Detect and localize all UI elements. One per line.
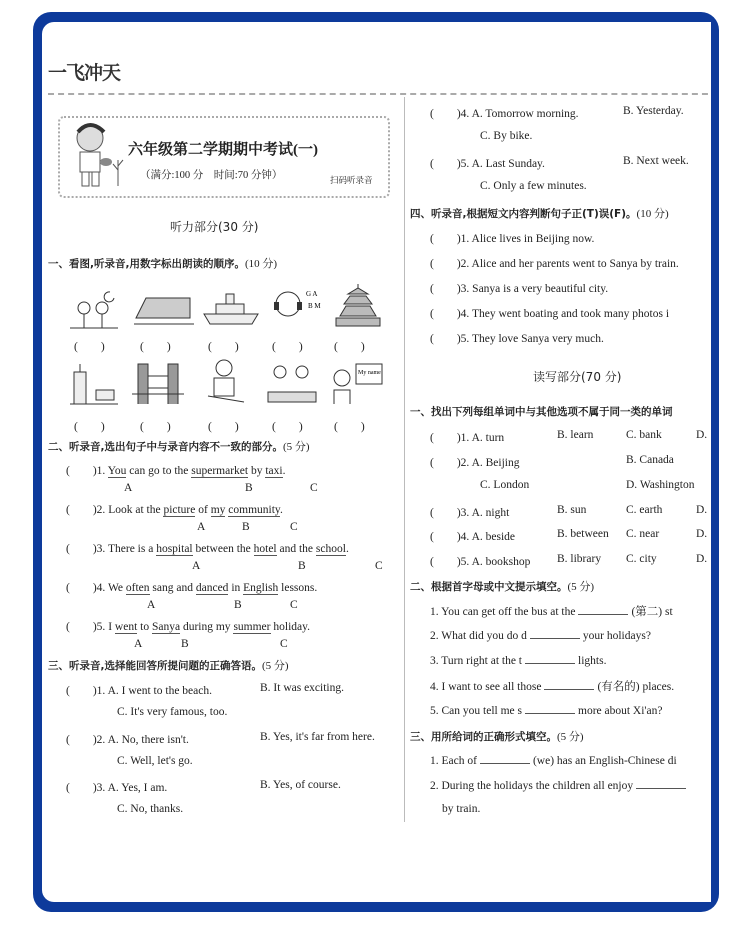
blank-field[interactable]: [530, 628, 580, 639]
blank-field[interactable]: [525, 703, 575, 714]
option-d: D.: [696, 429, 708, 441]
listening-q1-title: 一、看图,听录音,用数字标出朗读的顺序。(10 分): [48, 258, 278, 270]
listening-section-title: 听力部分(30 分): [170, 220, 259, 234]
question-row: ( )4. They went boating and took many photos i: [430, 308, 670, 320]
column-divider: [404, 97, 405, 822]
listening-q2-title: 二、听录音,选出句子中与录音内容不一致的部分。(5 分): [48, 441, 310, 453]
option-letter: A: [124, 482, 133, 494]
question-row: ( )4. We often sang and danced in English lessons.: [66, 582, 318, 594]
option-b: B. Canada: [626, 454, 674, 466]
option-letter: C: [290, 521, 298, 533]
answer-paren: ( ): [74, 341, 105, 353]
option-letter: C: [310, 482, 318, 494]
listening-q4-title: 四、听录音,根据短文内容判断句子正(T)误(F)。(10 分): [410, 208, 669, 220]
answer-paren: ( ): [140, 341, 171, 353]
option-d: D. Washington: [626, 479, 695, 491]
rw-q2-title: 二、根据首字母或中文提示填空。(5 分): [410, 581, 595, 593]
option-b: B. library: [557, 553, 602, 565]
question-row: ( )3. A. Yes, I am.: [66, 782, 168, 794]
fill-blank-row: 2. During the holidays the children all enjoy: [430, 778, 689, 792]
option-b: B. Yes, of course.: [260, 779, 341, 791]
option-letter: C: [280, 638, 288, 650]
option-letter: C: [290, 599, 298, 611]
blank-field[interactable]: [636, 778, 686, 789]
question-row: ( )2. A. Beijing: [430, 457, 520, 469]
question-row: ( )5. I went to Sanya during my summer holiday.: [66, 621, 310, 633]
listening-q3-title: 三、听录音,选择能回答所提问题的正确答语。(5 分): [48, 660, 289, 672]
option-b: B. Next week.: [623, 155, 689, 167]
option-b: B. It was exciting.: [260, 682, 344, 694]
option-letter: A: [192, 560, 201, 572]
fill-blank-row: 4. I want to see all those (有名的) places.: [430, 681, 675, 693]
boy-name-sign-picture: [328, 358, 384, 408]
dashed-divider: [48, 93, 711, 95]
svg-text:G A: G A: [306, 290, 318, 298]
fill-blank-row: 2. What did you do d your holidays?: [430, 630, 651, 642]
question-row: ( )2. A. No, there isn't.: [66, 734, 189, 746]
option-c: C. earth: [626, 504, 663, 516]
option-c: C. No, thanks.: [117, 803, 184, 815]
street-scene-picture: [66, 360, 122, 410]
question-row: ( )2. Alice and her parents went to Sanya by train.: [430, 258, 679, 270]
answer-paren: ( ): [334, 341, 365, 353]
question-row: ( )4. A. Tomorrow morning.: [430, 108, 579, 120]
blank-field[interactable]: [544, 679, 594, 690]
option-c: C. near: [626, 528, 660, 540]
option-b: B. Yesterday.: [623, 105, 684, 117]
fill-blank-row: 5. Can you tell me s more about Xi'an?: [430, 705, 663, 717]
option-c: C. Well, let's go.: [117, 755, 193, 767]
high-speed-train-picture: [132, 282, 196, 332]
question-row: ( )1. A. turn: [430, 432, 505, 444]
option-b: B. learn: [557, 429, 594, 441]
question-row: ( )1. A. I went to the beach.: [66, 685, 212, 697]
option-letter: A: [134, 638, 143, 650]
option-b: B. between: [557, 528, 609, 540]
boy-watering-plant-illustration: [66, 120, 126, 192]
option-c: C. By bike.: [480, 130, 533, 142]
option-c: C. Only a few minutes.: [480, 180, 587, 192]
option-letter: C: [375, 560, 383, 572]
option-c: C. bank: [626, 429, 662, 441]
option-b: B. sun: [557, 504, 587, 516]
option-c: C. London: [480, 479, 530, 491]
rw-q1-title: 一、找出下列每组单词中与其他选项不属于同一类的单词: [410, 406, 673, 418]
question-row: ( )3. There is a hospital between the hotel and the school.: [66, 543, 349, 555]
boy-writing-picture: [198, 356, 254, 406]
exam-page: [42, 22, 711, 902]
question-row: ( )3. A. night: [430, 507, 510, 519]
question-row: ( )1. You can go to the supermarket by taxi.: [66, 465, 286, 477]
children-at-desk-picture: [264, 358, 320, 408]
option-d: D.: [696, 504, 708, 516]
tower-bridge-picture: [130, 358, 186, 408]
question-row: ( )5. A. Last Sunday.: [430, 158, 545, 170]
answer-paren: ( ): [272, 341, 303, 353]
logo: 一飞冲天: [48, 62, 121, 84]
option-d: D.: [696, 528, 708, 540]
option-letter: A: [147, 599, 156, 611]
ship-picture: [200, 282, 262, 332]
option-letter: A: [197, 521, 206, 533]
rw-q3-title: 三、用所给词的正确形式填空。(5 分): [410, 731, 584, 743]
question-row: ( )2. Look at the picture of my community.: [66, 504, 283, 516]
blank-field[interactable]: [480, 753, 530, 764]
answer-paren: ( ): [272, 421, 303, 433]
answer-paren: ( ): [208, 341, 239, 353]
question-row: ( )3. Sanya is a very beautiful city.: [430, 283, 609, 295]
option-letter: B: [181, 638, 189, 650]
answer-paren: ( ): [208, 421, 239, 433]
couple-night-picture: [66, 282, 122, 332]
option-b: B. Yes, it's far from here.: [260, 731, 375, 743]
fill-blank-row: 3. Turn right at the t lights.: [430, 655, 607, 667]
fill-blank-row: 1. Each of (we) has an English-Chinese di: [430, 755, 677, 767]
svg-text:B M: B M: [308, 302, 321, 310]
answer-paren: ( ): [334, 421, 365, 433]
exam-subtitle: （满分:100 分 时间:70 分钟）: [140, 170, 283, 181]
question-row: ( )1. Alice lives in Beijing now.: [430, 233, 595, 245]
option-letter: B: [245, 482, 253, 494]
answer-paren: ( ): [140, 421, 171, 433]
temple-of-heaven-picture: [330, 280, 386, 330]
option-c: C. city: [626, 553, 657, 565]
scan-to-listen-label: 扫码听录音: [330, 175, 373, 185]
fill-blank-row: 1. You can get off the bus at the (第二) st: [430, 606, 673, 618]
girl-headphones-picture: [266, 282, 322, 332]
question-row: ( )5. A. bookshop: [430, 556, 531, 568]
question-row: ( )5. They love Sanya very much.: [430, 333, 604, 345]
exam-title: 六年级第二学期期中考试(一): [128, 142, 318, 158]
blank-field[interactable]: [578, 604, 628, 615]
blank-field[interactable]: [525, 653, 575, 664]
option-letter: B: [234, 599, 242, 611]
option-d: D.: [696, 553, 708, 565]
reading-writing-section-title: 读写部分(70 分): [533, 370, 622, 384]
answer-paren: ( ): [74, 421, 105, 433]
continuation-text: by train.: [442, 803, 481, 815]
option-c: C. It's very famous, too.: [117, 706, 228, 718]
question-row: ( )4. A. beside: [430, 531, 515, 543]
option-letter: B: [242, 521, 250, 533]
svg-text:My name: My name: [358, 370, 381, 376]
option-letter: B: [298, 560, 306, 572]
